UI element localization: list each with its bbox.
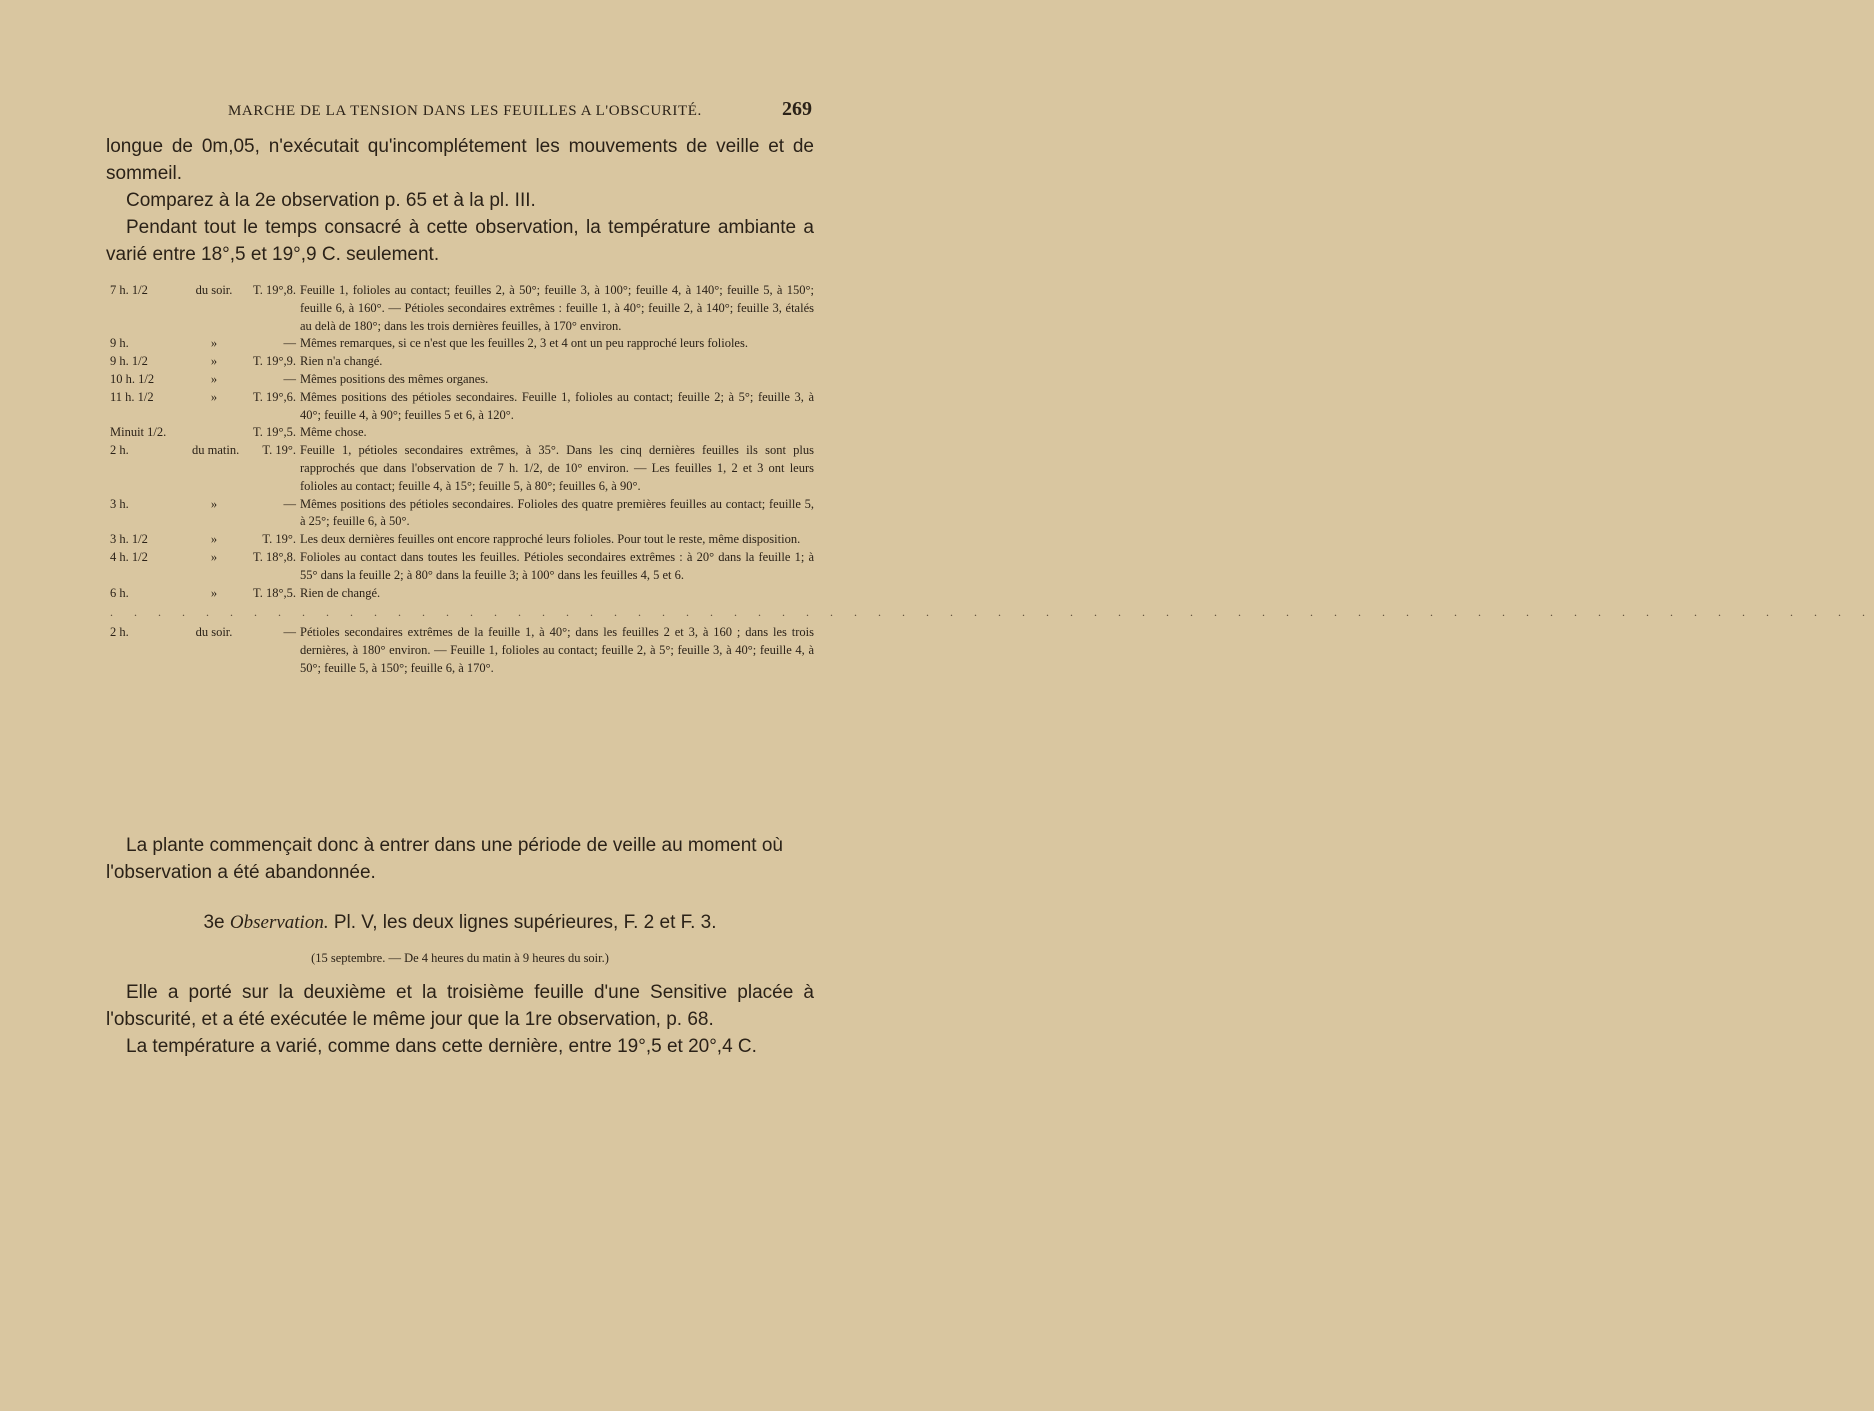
log-rows	[110, 282, 814, 602]
ellipsis-separator: . . . . . . . . . . . . . . . . . . . . . . . . . . . . . . . . . . . . . . . . . . . . . . . . . . . . . . . . . . . . . . . . . . . . . . . . . .	[110, 605, 1874, 620]
log-period: »	[210, 336, 218, 351]
log-time: 9 h.	[110, 336, 129, 351]
log-period: »	[210, 496, 218, 511]
log-note: Mêmes positions des pétioles secondaires. Feuille 1, folioles au contact; feuille 2; à 5°; feuille 3, à 40°; feuille 4, à 90°; feuilles 5 et 6, à 120°.	[300, 389, 814, 422]
log-row	[110, 549, 814, 585]
log-row	[110, 389, 814, 425]
log-temperature: T. 19°,8.	[253, 283, 296, 297]
log-row	[110, 496, 814, 532]
log-time: 9 h. 1/2	[110, 354, 148, 369]
log-period: du matin.	[192, 443, 240, 458]
log-note: Pétioles secondaires extrêmes de la feuille 1, à 40°; dans les feuilles 2 et 3, à 160 ; dans les trois dernières, à 180° environ. — Feuille 1, folioles au contact; feuille 2, à 5°; feuille 3, à 40°; feuille 4, à 50°; feuille 5, à 150°; feuille 6, à 170°.	[300, 625, 814, 675]
log-temperature: T. 19°.	[262, 443, 296, 458]
log-time: 2 h.	[110, 625, 129, 640]
intro-line-2: Comparez à la 2e observation p. 65 et à la pl. III.	[126, 190, 536, 211]
log-time: 3 h. 1/2	[110, 532, 148, 547]
observation-label: Observation.	[229, 912, 329, 933]
log-period: »	[210, 389, 218, 404]
log-temperature: T. 18°,5.	[253, 585, 296, 600]
observation-heading	[106, 912, 814, 934]
log-period: »	[210, 585, 218, 600]
closing-paragraph-2: La température a varié, comme dans cette dernière, entre 19°,5 et 20°,4 C.	[126, 1036, 757, 1057]
log-temperature: T. 19°,6.	[253, 389, 296, 404]
log-row	[110, 424, 814, 442]
page-number: 269	[782, 98, 812, 120]
intro-paragraphs	[106, 133, 814, 268]
log-temperature: T. 19°,9.	[253, 354, 296, 369]
log-row	[110, 442, 814, 495]
log-time: Minuit 1/2.	[110, 425, 167, 440]
log-temperature: T. 19°,5.	[253, 425, 296, 440]
conclusion-paragraph: La plante commençait donc à entrer dans une période de veille au moment où l'observation a été abandonnée.	[106, 835, 783, 883]
observation-reference: Pl. V, les deux lignes supérieures, F. 2 et F. 3.	[333, 912, 717, 933]
log-time: 10 h. 1/2	[110, 371, 155, 386]
log-row-final	[110, 624, 814, 677]
log-time: 2 h.	[110, 443, 129, 458]
log-note: Les deux dernières feuilles ont encore rapproché leurs folioles. Pour tout le reste, même disposition.	[300, 532, 801, 547]
intro-line-1: longue de 0m,05, n'exécutait qu'incomplétement les mouvements de veille et de sommeil.	[106, 136, 814, 184]
log-period: du soir.	[195, 625, 233, 640]
log-time: 6 h.	[110, 585, 129, 600]
log-note: Feuille 1, pétioles secondaires extrêmes, à 35°. Dans les cinq dernières feuilles ils sont plus rapprochés que dans l'observation de 7 h. 1/2, de 10° environ. — Les feuilles 1, 2 et 3 ont leurs folioles au contact; feuille 4, à 15°; feuille 5, à 80°; feuilles 6, à 90°.	[300, 443, 814, 493]
log-temperature: T. 19°.	[262, 532, 296, 547]
log-period: »	[210, 371, 218, 386]
log-note: Mêmes positions des mêmes organes.	[300, 371, 489, 386]
log-time: 11 h. 1/2	[110, 389, 154, 404]
log-note: Feuille 1, folioles au contact; feuilles 2, à 50°; feuille 3, à 100°; feuille 4, à 140°; feuille 5, à 150°; feuille 6, à 160°. — Pétioles secondaires extrêmes : feuille 1, à 40°; feuille 2, à 140°; feuille 3, étalés au delà de 180°; dans les trois dernières feuilles, à 170° environ.	[300, 283, 814, 333]
log-temperature: —	[283, 496, 296, 511]
log-note: Mêmes remarques, si ce n'est que les feuilles 2, 3 et 4 ont un peu rapproché leurs folioles.	[300, 336, 748, 351]
observation-number: 3e	[203, 912, 225, 933]
log-period: du soir.	[195, 283, 233, 297]
log-note: Rien n'a changé.	[300, 354, 383, 369]
observation-date: (15 septembre. — De 4 heures du matin à 9 heures du soir.)	[311, 951, 609, 965]
running-title: MARCHE DE LA TENSION DANS LES FEUILLES A L'OBSCURITÉ.	[228, 103, 702, 119]
log-row	[110, 531, 814, 549]
closing-paragraphs	[106, 979, 814, 1060]
log-period: »	[210, 549, 218, 564]
log-row	[110, 585, 814, 603]
log-row	[110, 353, 814, 371]
log-temperature: T. 18°,8.	[253, 549, 296, 564]
log-time: 3 h.	[110, 496, 129, 511]
log-note: Folioles au contact dans toutes les feuilles. Pétioles secondaires extrêmes : à 20° dans la feuille 1; à 55° dans la feuille 2; à 80° dans la feuille 3; à 100° dans les feuilles 4, 5 et 6.	[300, 549, 814, 582]
log-row	[110, 282, 814, 335]
log-temperature: —	[283, 336, 296, 351]
log-period: »	[210, 354, 218, 369]
log-time: 4 h. 1/2	[110, 549, 148, 564]
closing-paragraph-1: Elle a porté sur la deuxième et la troisième feuille d'une Sensitive placée à l'obscurité, et a été exécutée le même jour que la 1re observation, p. 68.	[106, 982, 814, 1030]
observation-log	[110, 282, 1874, 678]
log-temperature: —	[283, 625, 296, 640]
log-row	[110, 335, 814, 353]
log-note: Même chose.	[300, 425, 367, 440]
log-period: »	[210, 532, 218, 547]
log-time: 7 h. 1/2	[110, 283, 148, 297]
log-row	[110, 371, 814, 389]
log-temperature: —	[283, 371, 296, 386]
log-period	[192, 424, 236, 442]
log-note: Rien de changé.	[300, 585, 381, 600]
intro-line-3: Pendant tout le temps consacré à cette observation, la température ambiante a varié entre 18°,5 et 19°,9 C. seulement.	[106, 217, 814, 265]
log-note: Mêmes positions des pétioles secondaires. Folioles des quatre premières feuilles au contact; feuille 5, à 25°; feuille 6, à 50°.	[300, 496, 814, 529]
